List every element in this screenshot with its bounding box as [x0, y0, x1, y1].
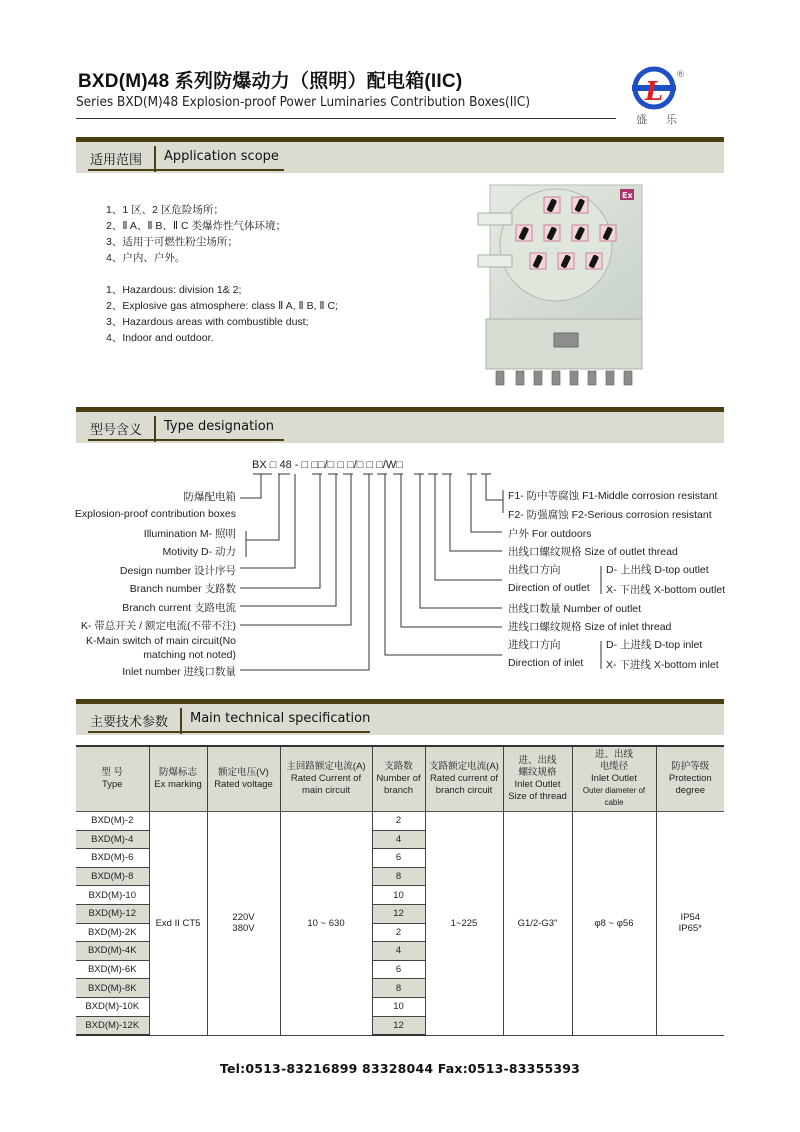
code-box: □: [317, 459, 325, 471]
cell-type: BXD(M)-12K: [76, 1016, 149, 1035]
hinge: [478, 255, 512, 267]
connector-line: [240, 474, 295, 568]
cell-main-current: 10 ~ 630: [280, 812, 372, 1036]
code-prefix: BX: [252, 459, 267, 471]
nameplate: [554, 333, 578, 347]
cell-branch-number: 4: [372, 830, 425, 849]
connector-line: [240, 474, 261, 498]
connector-line: [420, 474, 502, 608]
label-outdoors: 户外 For outdoors: [508, 528, 592, 540]
scope-item: 3、适用于可燃性粉尘场所；: [106, 236, 238, 248]
connector-line: [401, 474, 502, 627]
section-underline: [88, 439, 284, 441]
svg-text:®: ®: [676, 70, 685, 80]
label-illumination: Illumination M- 照明: [143, 528, 236, 540]
connector-line: [486, 474, 503, 513]
svg-text:Ex: Ex: [622, 191, 633, 200]
code-box: □: [337, 459, 344, 471]
company-logo: [628, 64, 688, 128]
cell-type: BXD(M)-8K: [76, 979, 149, 998]
cell-branch-number: 2: [372, 923, 425, 942]
code-box: □: [396, 459, 403, 471]
code-box: □: [347, 459, 354, 471]
section-header-type-designation: [76, 407, 724, 443]
shengle-logo-icon: [628, 64, 688, 128]
section-title-en: Application scope: [164, 149, 279, 164]
cell-branch-number: 12: [372, 1016, 425, 1035]
cell-type: BXD(M)-10: [76, 886, 149, 905]
cell-branch-number: 2: [372, 812, 425, 831]
label-inlet-thread: 进线口螺纹规格 Size of inlet thread: [508, 621, 672, 633]
code-box: □: [356, 459, 364, 471]
connector-line: [240, 474, 320, 588]
section-title-cn: 主要技术参数: [90, 715, 169, 730]
label-main-switch-cn: K- 带总开关 / 额定电流(不带不注): [80, 620, 236, 632]
cell-branch-number: 10: [372, 997, 425, 1016]
scope-item: 4、户内、户外。: [106, 252, 186, 264]
code-box: □: [366, 459, 374, 471]
scope-item: 2、Ⅱ A、Ⅱ B、Ⅱ C 类爆炸性气体环境；: [106, 220, 287, 232]
label-main-switch-en-cont: matching not noted): [143, 649, 236, 661]
header-divider: [76, 118, 616, 119]
label-outlet-thread: 出线口螺纹规格 Size of outlet thread: [508, 546, 678, 558]
label-inlet-direction-en: Direction of inlet: [508, 657, 584, 669]
col-header-protection: 防护等级 Protection degree: [656, 746, 724, 812]
section-underline: [88, 731, 370, 733]
page-subtitle: Series BXD(M)48 Explosion-proof Power Luminaries Contribution Boxes(IIC): [76, 95, 531, 110]
cell-branch-number: 6: [372, 960, 425, 979]
cell-branch-current: 1~225: [425, 812, 503, 1036]
connector-line: [240, 474, 336, 606]
connector-line: [246, 474, 279, 557]
cell-branch-number: 4: [372, 942, 425, 961]
scope-item: 1、Hazardous: division 1& 2;: [106, 284, 242, 296]
col-header-cable: 进、出线 电缆径 Inlet Outlet Outer diameter of cable: [572, 746, 656, 812]
connector-line: [471, 474, 502, 532]
label-inlet-number: Inlet number 进线口数量: [122, 666, 236, 678]
scope-item: 1、1 区、2 区危险场所；: [106, 204, 224, 216]
scope-item: 2、Explosive gas atmosphere: class Ⅱ A, Ⅱ B, Ⅱ C;: [106, 300, 339, 312]
cell-thread: G1/2-G3": [503, 812, 572, 1036]
connector-line: [450, 474, 502, 551]
label-inlet-direction-cn: 进线口方向: [508, 639, 561, 651]
svg-text:乐: 乐: [666, 113, 677, 126]
code-box: □: [301, 459, 309, 471]
cell-branch-number: 6: [372, 849, 425, 868]
cell-type: BXD(M)-2K: [76, 923, 149, 942]
cell-type: BXD(M)-4K: [76, 942, 149, 961]
col-header-main-current: 主回路额定电流(A) Rated Current of main circuit: [280, 746, 372, 812]
section-header-main-spec: [76, 699, 724, 735]
label-outlet-number: 出线口数量 Number of outlet: [508, 603, 642, 615]
label-main-switch-en: K-Main switch of main circuit(No: [86, 635, 236, 647]
cell-type: BXD(M)-2: [76, 812, 149, 831]
cell-branch-number: 12: [372, 904, 425, 923]
cell-rated-voltage: 220V 380V: [207, 812, 280, 1036]
code-slash: /: [353, 459, 357, 471]
code-outdoor: W: [385, 459, 397, 471]
label-motivity: Motivity D- 动力: [162, 546, 236, 558]
cell-type: BXD(M)-6: [76, 849, 149, 868]
section-title-cn: 型号含义: [90, 423, 143, 438]
cell-protection: IP54 IP65*: [656, 812, 724, 1036]
cell-ex-marking: Exd II CT5: [149, 812, 207, 1036]
label-top-inlet: D- 上进线 D-top inlet: [606, 639, 703, 651]
section-title-cn: 适用范围: [90, 153, 143, 168]
cell-type: BXD(M)-6K: [76, 960, 149, 979]
scope-list-cn: [106, 202, 286, 266]
product-photo: [476, 183, 646, 389]
label-f1: F1- 防中等腐蚀 F1-Middle corrosion resistant: [508, 490, 718, 502]
label-bottom-inlet: X- 下进线 X-bottom inlet: [606, 659, 719, 671]
distribution-box-illustration: [476, 183, 646, 389]
connector-line: [435, 474, 502, 580]
scope-item: 3、Hazardous areas with combustible dust;: [106, 316, 309, 328]
code-box: □: [327, 459, 335, 471]
connector-line: [240, 474, 351, 625]
footer-contact: Tel:0513-83216899 83328044 Fax:0513-83355393: [219, 1061, 581, 1076]
cell-type: BXD(M)-12: [76, 904, 149, 923]
type-code: [252, 459, 403, 471]
cell-type: BXD(M)-8: [76, 867, 149, 886]
connector-line: [385, 474, 502, 655]
label-design-number: Design number 设计序号: [119, 565, 236, 577]
cell-branch-number: 8: [372, 867, 425, 886]
spec-table: [76, 745, 724, 1036]
section-title-en: Main technical specification: [190, 711, 371, 726]
table-row: [76, 812, 724, 831]
cable-glands: [496, 371, 632, 385]
scope-item: 4、Indoor and outdoor.: [106, 332, 214, 344]
label-branch-number: Branch number 支路数: [129, 583, 236, 595]
code-box: □: [311, 459, 318, 471]
code-slash: /: [382, 459, 386, 471]
code-box: □: [376, 459, 383, 471]
cell-cable: φ8 ~ φ56: [572, 812, 656, 1036]
section-title-en: Type designation: [164, 419, 274, 434]
code-slash: /: [324, 459, 328, 471]
label-explosion-proof-box-en: Explosion-proof contribution boxes: [74, 508, 236, 520]
code-series: 48: [279, 459, 292, 471]
col-header-rated-voltage: 额定电压(V) Rated voltage: [207, 746, 280, 812]
section-underline: [88, 169, 284, 171]
code-dash: -: [294, 459, 299, 471]
page-title: BXD(M)48 系列防爆动力（照明）配电箱(IIC): [78, 71, 463, 92]
code-box: □: [269, 459, 277, 471]
col-header-ex-marking: 防爆标志 Ex marking: [149, 746, 207, 812]
cell-branch-number: 10: [372, 886, 425, 905]
scope-list-en: [106, 282, 338, 346]
table-header-row: [76, 746, 724, 812]
hinge: [478, 213, 512, 225]
label-outlet-direction-en: Direction of outlet: [508, 582, 590, 594]
label-outlet-direction-cn: 出线口方向: [508, 564, 561, 576]
label-bottom-outlet: X- 下出线 X-bottom outlet: [606, 584, 726, 596]
label-branch-current: Branch current 支路电流: [122, 602, 236, 614]
label-f2: F2- 防强腐蚀 F2-Serious corrosion resistant: [508, 509, 712, 521]
col-header-branch-number: 支路数 Number of branch: [372, 746, 425, 812]
svg-text:L: L: [645, 77, 664, 107]
connector-line: [240, 474, 369, 670]
svg-text:盛: 盛: [636, 113, 647, 126]
cell-type: BXD(M)-10K: [76, 997, 149, 1016]
col-header-type: 型 号 Type: [76, 746, 149, 812]
label-top-outlet: D- 上出线 D-top outlet: [606, 564, 709, 576]
section-header-application-scope: [76, 137, 724, 173]
col-header-branch-current: 支路额定电流(A) Rated current of branch circuit: [425, 746, 503, 812]
cell-branch-number: 8: [372, 979, 425, 998]
cell-type: BXD(M)-4: [76, 830, 149, 849]
col-header-thread: 进、出线 螺纹规格 Inlet Outlet Size of thread: [503, 746, 572, 812]
label-explosion-proof-box-cn: 防爆配电箱: [183, 491, 236, 503]
